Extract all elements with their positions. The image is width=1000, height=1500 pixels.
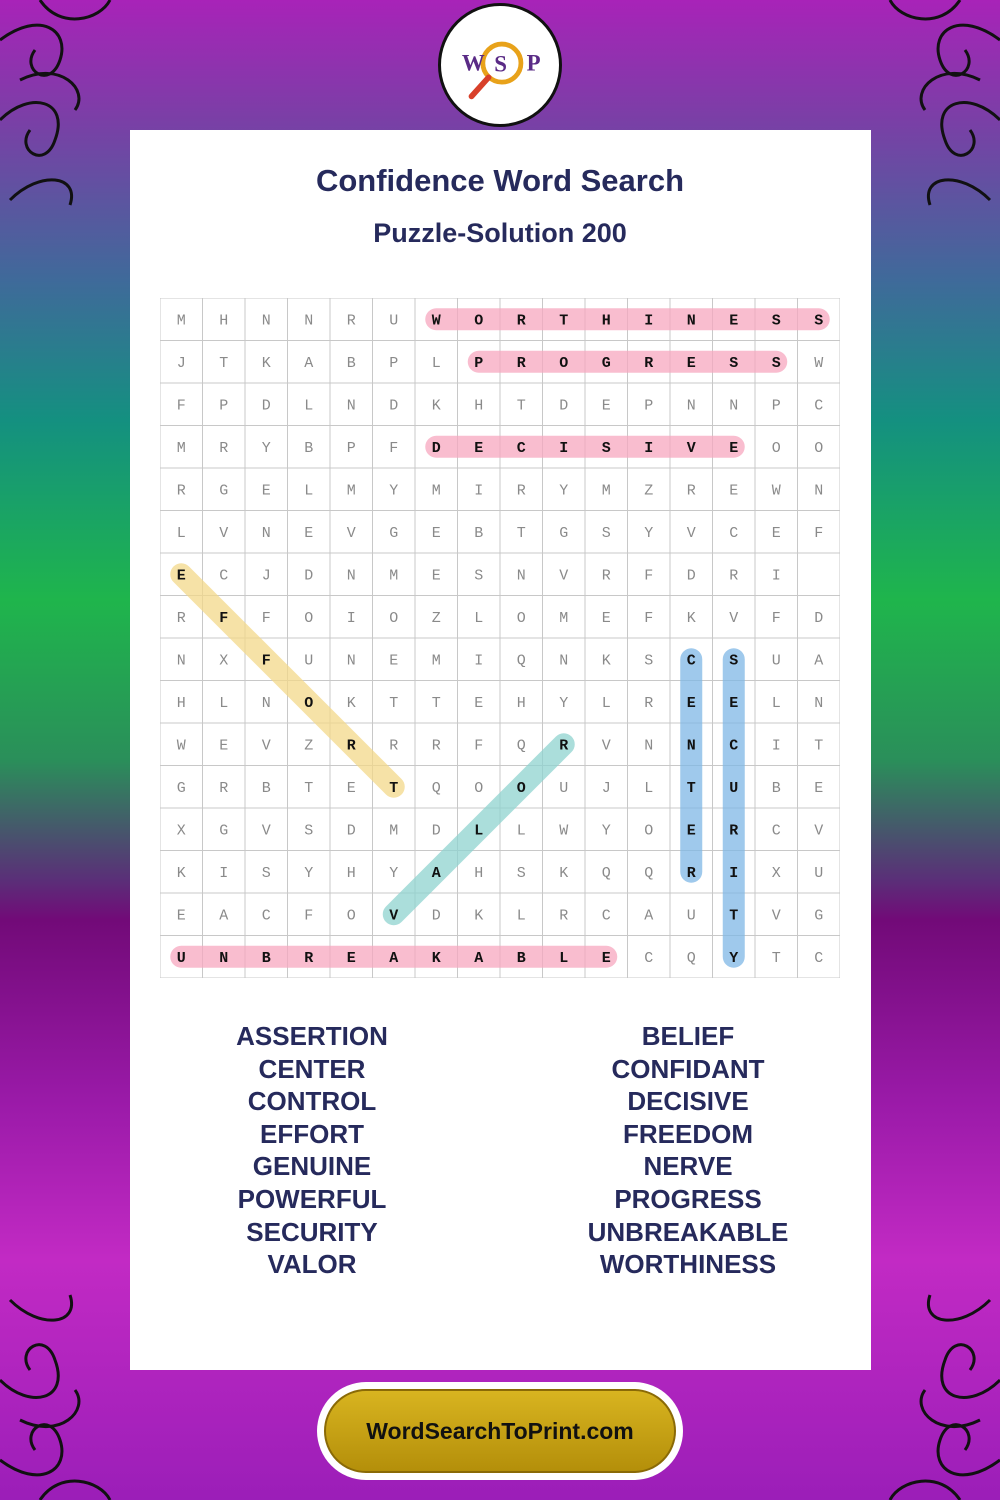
grid-cell[interactable]: I [644, 439, 654, 457]
grid-cell[interactable]: F [814, 524, 824, 542]
grid-cell[interactable]: N [304, 312, 314, 330]
grid-cell[interactable]: Y [729, 949, 739, 967]
grid-cell[interactable]: T [559, 312, 569, 330]
grid-cell[interactable]: I [729, 864, 739, 882]
grid-cell[interactable]: J [261, 567, 271, 585]
grid-cell[interactable]: V [601, 737, 611, 755]
grid-cell[interactable]: T [431, 694, 441, 712]
grid-cell[interactable]: R [516, 312, 526, 330]
grid-cell[interactable]: E [346, 779, 356, 797]
grid-cell[interactable]: N [644, 737, 654, 755]
grid-cell[interactable]: I [771, 567, 781, 585]
grid-cell[interactable]: N [219, 949, 229, 967]
grid-cell[interactable]: C [729, 737, 739, 755]
grid-cell[interactable]: N [516, 567, 526, 585]
grid-cell[interactable]: W [814, 354, 824, 372]
grid-cell[interactable]: N [176, 652, 186, 670]
word-list-item: GENUINE [252, 1151, 372, 1182]
grid-cell[interactable]: V [559, 567, 569, 585]
grid-cell[interactable]: Z [304, 737, 314, 755]
grid-cell[interactable]: N [814, 694, 824, 712]
grid-cell[interactable]: S [729, 652, 739, 670]
grid-cell[interactable]: O [304, 609, 314, 627]
word-list-item: ASSERTION [236, 1021, 388, 1051]
grid-cell[interactable]: T [389, 694, 399, 712]
grid-cell[interactable]: Q [431, 779, 441, 797]
word-list-item: WORTHINESS [599, 1249, 777, 1280]
grid-cell[interactable]: M [346, 482, 356, 500]
grid-cell[interactable]: R [219, 439, 229, 457]
grid-cell[interactable]: C [261, 907, 271, 925]
grid-cell[interactable]: L [304, 397, 314, 415]
page-title: Confidence Word Search [315, 163, 685, 198]
grid-cell[interactable]: M [601, 482, 611, 500]
grid-cell[interactable]: U [729, 779, 739, 797]
grid-cell[interactable]: R [601, 567, 611, 585]
grid-cell[interactable]: E [601, 949, 611, 967]
grid-cell[interactable]: J [601, 779, 611, 797]
grid-cell[interactable]: U [814, 864, 824, 882]
grid-cell[interactable]: T [304, 779, 314, 797]
grid-cell[interactable]: O [474, 779, 484, 797]
grid-cell[interactable]: E [601, 609, 611, 627]
word-list-item: CENTER [258, 1053, 366, 1084]
grid-cell[interactable]: S [729, 354, 739, 372]
grid-cell[interactable]: D [686, 567, 696, 585]
grid-cell[interactable]: D [814, 609, 824, 627]
grid-cell[interactable]: L [516, 822, 526, 840]
grid-cell[interactable]: T [516, 524, 526, 542]
grid-cell[interactable]: E [219, 737, 229, 755]
grid-cell[interactable]: E [431, 524, 441, 542]
grid-cell[interactable]: O [304, 694, 314, 712]
grid-cell[interactable]: H [176, 694, 186, 712]
grid-cell[interactable]: I [474, 482, 484, 500]
grid-cell[interactable]: A [389, 949, 399, 967]
grid-cell[interactable]: N [686, 737, 696, 755]
grid-cell[interactable]: O [516, 609, 526, 627]
grid-cell[interactable]: B [474, 524, 484, 542]
grid-cell[interactable]: U [176, 949, 186, 967]
grid-cell[interactable]: N [729, 397, 739, 415]
grid-cell[interactable]: E [304, 524, 314, 542]
grid-cell[interactable]: K [346, 694, 356, 712]
site-link-label[interactable]: WordSearchToPrint.com [366, 1417, 634, 1444]
grid-cell[interactable]: N [261, 524, 271, 542]
grid-cell[interactable]: H [346, 864, 356, 882]
grid-cell[interactable]: L [474, 609, 484, 627]
grid-cell[interactable]: H [516, 694, 526, 712]
grid-cell[interactable]: O [644, 822, 654, 840]
logo-letter-w: W [461, 50, 485, 76]
word-list-item: PROGRESS [614, 1183, 762, 1214]
grid-cell[interactable]: C [686, 652, 696, 670]
grid-cell[interactable]: B [771, 779, 781, 797]
grid-cell[interactable]: C [814, 397, 824, 415]
grid-cell[interactable]: I [219, 864, 229, 882]
grid-cell[interactable]: H [474, 864, 484, 882]
word-list-item: EFFORT [260, 1118, 364, 1149]
grid-cell[interactable]: U [559, 779, 569, 797]
grid-cell[interactable]: B [261, 779, 271, 797]
grid-cell[interactable]: F [261, 652, 271, 670]
grid-cell[interactable]: L [431, 354, 441, 372]
grid-cell[interactable]: N [686, 397, 696, 415]
grid-cell[interactable]: Z [644, 482, 654, 500]
grid-cell[interactable]: S [771, 312, 781, 330]
grid-cell[interactable]: V [686, 439, 696, 457]
grid-cell[interactable]: R [389, 737, 399, 755]
grid-cell[interactable]: O [346, 907, 356, 925]
word-search-grid[interactable] [160, 298, 840, 978]
grid-cell[interactable]: I [346, 609, 356, 627]
word-list-left [162, 1020, 462, 1281]
word-list-item: BELIEF [641, 1021, 735, 1051]
grid-cell[interactable]: I [644, 312, 654, 330]
grid-cell[interactable]: B [304, 439, 314, 457]
grid-cell[interactable]: G [219, 482, 229, 500]
grid-cell[interactable]: O [814, 439, 824, 457]
grid-cell[interactable]: N [346, 652, 356, 670]
grid-cell[interactable]: I [559, 439, 569, 457]
logo-letter-s: S [494, 51, 507, 77]
grid-cell[interactable]: S [644, 652, 654, 670]
grid-cell[interactable]: R [559, 737, 569, 755]
grid-cell[interactable]: T [771, 949, 781, 967]
grid-cell[interactable]: M [176, 439, 186, 457]
grid-cell[interactable]: L [176, 524, 186, 542]
grid-cell[interactable]: K [601, 652, 611, 670]
word-list-right [538, 1020, 838, 1281]
grid-cell[interactable]: X [219, 652, 229, 670]
grid-cell[interactable]: L [601, 694, 611, 712]
grid-cell[interactable]: P [771, 397, 781, 415]
grid-cell[interactable]: U [304, 652, 314, 670]
grid-cell[interactable]: K [474, 907, 484, 925]
grid-cell[interactable]: S [304, 822, 314, 840]
site-link-pill[interactable] [324, 1389, 676, 1473]
grid-cell[interactable]: G [559, 524, 569, 542]
grid-cell[interactable]: K [431, 397, 441, 415]
grid-cell[interactable]: A [431, 864, 441, 882]
grid-cell[interactable]: F [644, 609, 654, 627]
grid-cell[interactable]: W [559, 822, 569, 840]
grid-cell[interactable]: L [304, 482, 314, 500]
grid-cell[interactable]: E [729, 312, 739, 330]
grid-cell[interactable]: P [219, 397, 229, 415]
grid-cell[interactable]: D [431, 439, 441, 457]
grid-cell[interactable]: P [346, 439, 356, 457]
grid-cell[interactable]: U [686, 907, 696, 925]
grid-cell[interactable]: L [559, 949, 569, 967]
grid-cell[interactable]: Y [389, 482, 399, 500]
grid-cell[interactable]: N [346, 567, 356, 585]
grid-cell[interactable]: Y [644, 524, 654, 542]
grid-cell[interactable]: S [601, 439, 611, 457]
grid-cell[interactable]: G [176, 779, 186, 797]
grid-cell[interactable]: E [176, 907, 186, 925]
word-list-item: CONTROL [247, 1086, 377, 1117]
grid-cell[interactable]: E [729, 482, 739, 500]
grid-cell[interactable]: E [474, 439, 484, 457]
grid-cell[interactable]: E [771, 524, 781, 542]
grid-cell[interactable]: M [389, 567, 399, 585]
grid-cell[interactable]: K [686, 609, 696, 627]
grid-cell[interactable]: F [304, 907, 314, 925]
grid-cell[interactable]: E [474, 694, 484, 712]
grid-cell[interactable]: S [601, 524, 611, 542]
grid-cell[interactable]: D [346, 822, 356, 840]
grid-cell[interactable]: Q [686, 949, 696, 967]
word-list-item: SECURITY [246, 1216, 378, 1247]
grid-cell[interactable]: M [559, 609, 569, 627]
grid-cell[interactable]: R [176, 482, 186, 500]
grid-cell[interactable]: O [771, 439, 781, 457]
grid-cell[interactable]: Q [644, 864, 654, 882]
grid-cell[interactable]: P [389, 354, 399, 372]
grid-cell[interactable]: M [389, 822, 399, 840]
word-list-item: CONFIDANT [611, 1053, 765, 1084]
word-list-item: VALOR [267, 1249, 357, 1280]
grid-cell[interactable]: S [814, 312, 824, 330]
grid-cell[interactable]: U [771, 652, 781, 670]
grid-cell[interactable]: T [516, 397, 526, 415]
grid-cell[interactable]: O [389, 609, 399, 627]
grid-cell[interactable]: E [176, 567, 186, 585]
grid-cell[interactable]: V [814, 822, 824, 840]
grid-cell[interactable]: Y [261, 439, 271, 457]
grid-cell[interactable]: P [474, 354, 484, 372]
grid-cell[interactable]: A [814, 652, 824, 670]
grid-cell[interactable]: V [261, 822, 271, 840]
grid-cell[interactable]: F [389, 439, 399, 457]
grid-cell[interactable]: N [261, 312, 271, 330]
grid-cell[interactable]: R [304, 949, 314, 967]
grid-cell[interactable]: E [729, 694, 739, 712]
grid-cell[interactable]: M [431, 482, 441, 500]
grid-cell[interactable]: N [559, 652, 569, 670]
grid-cell[interactable]: D [431, 822, 441, 840]
grid-cell[interactable]: S [771, 354, 781, 372]
grid-cell[interactable]: V [389, 907, 399, 925]
grid-cell[interactable]: R [219, 779, 229, 797]
grid-cell[interactable]: E [686, 354, 696, 372]
grid-cell[interactable]: R [346, 312, 356, 330]
grid-cell[interactable]: R [176, 609, 186, 627]
grid-cell[interactable]: C [771, 822, 781, 840]
grid-cell[interactable]: Q [516, 652, 526, 670]
grid-cell[interactable]: W [176, 737, 186, 755]
grid-cell[interactable]: C [644, 949, 654, 967]
grid-cell[interactable]: B [346, 354, 356, 372]
grid-cell[interactable]: H [601, 312, 611, 330]
grid-cell[interactable]: H [219, 312, 229, 330]
grid-cell[interactable]: Z [431, 609, 441, 627]
grid-cell[interactable]: M [176, 312, 186, 330]
grid-cell[interactable]: I [771, 737, 781, 755]
grid-cell[interactable]: T [814, 737, 824, 755]
grid-cell[interactable]: E [729, 439, 739, 457]
grid-cell[interactable]: I [474, 652, 484, 670]
grid-cell[interactable]: R [686, 482, 696, 500]
grid-cell[interactable]: D [304, 567, 314, 585]
grid-cell[interactable]: H [474, 397, 484, 415]
grid-cell[interactable]: R [729, 567, 739, 585]
grid-cell[interactable]: F [771, 609, 781, 627]
grid-cell[interactable]: R [516, 354, 526, 372]
grid-cell[interactable]: R [644, 354, 654, 372]
grid-cell[interactable]: F [261, 609, 271, 627]
grid-cell[interactable]: E [389, 652, 399, 670]
grid-cell[interactable]: R [729, 822, 739, 840]
grid-cell[interactable]: K [176, 864, 186, 882]
grid-cell[interactable]: A [219, 907, 229, 925]
grid-cell[interactable]: Y [601, 822, 611, 840]
grid-cell[interactable]: C [516, 439, 526, 457]
grid-cell[interactable]: X [176, 822, 186, 840]
grid-cell[interactable]: L [516, 907, 526, 925]
grid-cell[interactable]: L [474, 822, 484, 840]
grid-cell[interactable]: E [601, 397, 611, 415]
grid-cell[interactable]: C [219, 567, 229, 585]
grid-cell[interactable]: G [601, 354, 611, 372]
wsp-logo[interactable] [438, 3, 562, 127]
grid-cell[interactable]: V [686, 524, 696, 542]
grid-cell[interactable]: S [474, 567, 484, 585]
grid-cell[interactable]: R [431, 737, 441, 755]
grid-cell[interactable]: K [261, 354, 271, 372]
grid-cell[interactable]: K [559, 864, 569, 882]
word-list-item: FREEDOM [623, 1118, 753, 1149]
grid-cell[interactable]: E [686, 822, 696, 840]
grid-cell[interactable]: F [474, 737, 484, 755]
grid-cell[interactable]: R [686, 864, 696, 882]
grid-cell[interactable]: W [431, 312, 441, 330]
grid-cell[interactable]: F [176, 397, 186, 415]
grid-cell[interactable]: V [729, 609, 739, 627]
grid-cell[interactable]: G [219, 822, 229, 840]
grid-cell[interactable]: Y [559, 482, 569, 500]
grid-cell[interactable]: S [261, 864, 271, 882]
grid-cell[interactable]: N [686, 312, 696, 330]
grid-cell[interactable]: E [261, 482, 271, 500]
grid-cell[interactable]: V [771, 907, 781, 925]
grid-cell[interactable]: C [814, 949, 824, 967]
grid-cell[interactable]: N [346, 397, 356, 415]
grid-cell[interactable]: C [601, 907, 611, 925]
grid-cell[interactable]: O [474, 312, 484, 330]
grid-cell[interactable]: L [219, 694, 229, 712]
grid-cell[interactable]: G [814, 907, 824, 925]
grid-cell[interactable]: Q [516, 737, 526, 755]
grid-cell[interactable]: V [219, 524, 229, 542]
word-list-item: NERVE [643, 1151, 733, 1182]
grid-cell[interactable]: R [559, 907, 569, 925]
grid-cell[interactable]: W [771, 482, 781, 500]
grid-cell[interactable]: O [516, 779, 526, 797]
grid-cell[interactable]: A [304, 354, 314, 372]
grid-cell[interactable]: V [346, 524, 356, 542]
grid-cell[interactable]: Y [304, 864, 314, 882]
grid-cell[interactable]: A [474, 949, 484, 967]
grid-cell[interactable]: N [261, 694, 271, 712]
grid-cell[interactable]: E [346, 949, 356, 967]
corner-ornament [850, 1270, 1000, 1500]
grid-cell[interactable]: R [644, 694, 654, 712]
grid-cell[interactable]: Y [559, 694, 569, 712]
word-list-item: DECISIVE [627, 1086, 749, 1117]
word-list-item: POWERFUL [237, 1183, 387, 1214]
grid-cell[interactable]: D [389, 397, 399, 415]
grid-cell[interactable]: T [389, 779, 399, 797]
grid-cell[interactable]: F [219, 609, 229, 627]
grid-cell[interactable]: T [729, 907, 739, 925]
grid-cell[interactable]: O [559, 354, 569, 372]
grid-cell[interactable]: S [516, 864, 526, 882]
grid-cell[interactable]: T [686, 779, 696, 797]
grid-cell[interactable]: U [389, 312, 399, 330]
grid-cell[interactable]: F [644, 567, 654, 585]
grid-cell[interactable]: K [431, 949, 441, 967]
grid-cell[interactable]: E [686, 694, 696, 712]
grid-cell[interactable]: B [261, 949, 271, 967]
grid-cell[interactable]: P [644, 397, 654, 415]
grid-cell[interactable]: E [814, 779, 824, 797]
logo-letter-p: P [526, 50, 541, 76]
grid-cell[interactable]: A [644, 907, 654, 925]
corner-ornament [0, 1270, 150, 1500]
grid-cell[interactable]: C [729, 524, 739, 542]
grid-cell[interactable]: Y [389, 864, 399, 882]
grid-cell[interactable]: N [814, 482, 824, 500]
page-subtitle: Puzzle-Solution 200 [373, 218, 627, 248]
site-link-button[interactable] [317, 1382, 683, 1480]
grid-cell[interactable]: D [431, 907, 441, 925]
grid-cell[interactable]: J [176, 354, 186, 372]
grid-cell[interactable]: R [516, 482, 526, 500]
grid-cell[interactable]: R [346, 737, 356, 755]
grid-cell[interactable]: T [219, 354, 229, 372]
word-list-item: UNBREAKABLE [587, 1216, 789, 1247]
grid-cell[interactable]: Q [601, 864, 611, 882]
grid-cell[interactable]: D [559, 397, 569, 415]
grid-cell[interactable]: V [261, 737, 271, 755]
grid-cell[interactable]: E [431, 567, 441, 585]
grid-cell[interactable]: L [771, 694, 781, 712]
grid-cell[interactable]: L [644, 779, 654, 797]
grid-cell[interactable]: G [389, 524, 399, 542]
grid-cell[interactable]: X [771, 864, 781, 882]
grid-cell[interactable]: D [261, 397, 271, 415]
grid-cell[interactable]: M [431, 652, 441, 670]
grid-cell[interactable]: B [516, 949, 526, 967]
